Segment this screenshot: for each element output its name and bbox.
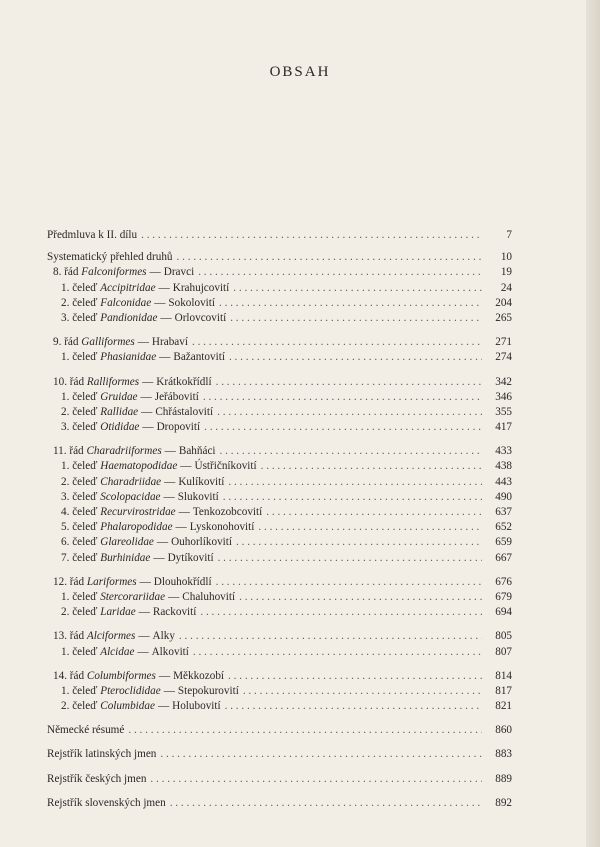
entry-prefix: 3. čeleď [61,311,98,324]
czech-name: Kulíkovití [178,475,225,488]
czech-name: Hrabaví [151,336,188,349]
toc-entry-family[interactable] [47,391,512,406]
entry-prefix: 10. řád [53,375,85,388]
toc-entry-order[interactable] [47,266,512,281]
toc-entry[interactable] [47,773,512,788]
czech-name: Orlovcovití [174,311,227,324]
latin-name: Laridae [100,606,136,619]
page-number: 860 [495,724,512,737]
dot-leader [229,351,482,363]
toc-entry[interactable] [47,229,512,244]
dot-leader [203,391,482,403]
toc-entry-family[interactable] [47,460,512,475]
dash: — [157,700,170,713]
dash: — [164,445,176,458]
dash: — [163,490,175,503]
dash: — [137,645,149,658]
czech-name: Chřástalovití [155,405,214,418]
dot-leader [218,552,482,564]
toc-entry-family[interactable] [47,606,512,621]
dot-leader [225,700,482,712]
page-number: 204 [495,296,512,309]
page-number: 24 [500,281,512,294]
entry-prefix: 3. čeleď [61,490,98,503]
dash: — [160,311,172,324]
page-number: 883 [495,748,512,761]
latin-name: Columbidae [100,700,155,713]
czech-name: Slukovití [177,490,219,503]
dot-leader [198,266,482,278]
dash: — [159,351,171,364]
entry-prefix: 1. čeleď [61,351,98,364]
toc-entry-family[interactable] [47,421,512,436]
dot-leader [239,591,482,603]
dot-leader [258,521,482,533]
page-number: 652 [495,521,512,534]
toc-entry-order[interactable] [47,670,512,685]
entry-prefix: 14. řád [53,669,85,682]
czech-name: Ústřičníkovití [194,460,257,473]
dot-leader [193,646,482,658]
page-number: 19 [500,266,512,279]
entry-prefix: 1. čeleď [61,645,98,658]
dash: — [158,669,171,682]
dot-leader [216,376,482,388]
dot-leader [233,282,482,294]
latin-name: Alciformes [86,630,136,643]
toc-entry-family[interactable] [47,351,512,366]
entry-prefix: 1. čeleď [61,281,98,294]
entry-label: Předmluva k II. dílu [47,229,138,241]
toc-entry-family[interactable] [47,646,512,661]
dash: — [158,281,170,294]
latin-name: Rallidae [100,405,139,418]
dot-leader [236,536,482,548]
entry-prefix: 5. čeleď [61,521,98,534]
page-number: 659 [495,536,512,549]
dot-leader [141,229,482,241]
dash: — [154,296,166,309]
czech-name: Lyskonohovití [189,521,255,534]
dash: — [142,421,154,434]
page-number: 274 [495,351,512,364]
dot-leader [216,576,482,588]
dot-leader [204,421,482,433]
page-number: 7 [506,229,512,241]
page-number: 443 [495,475,512,488]
latin-name: Stercorariidae [100,590,166,603]
czech-name: Krátkokřídlí [156,375,212,388]
dash: — [178,506,190,518]
page-number: 807 [495,645,512,658]
entry-prefix: 2. čeleď [61,606,98,619]
czech-name: Bahňáci [178,445,216,458]
dot-leader [179,630,482,642]
dot-leader [220,445,482,457]
latin-name: Burhinidae [100,551,151,564]
czech-name: Dravci [163,266,195,279]
czech-name: Alkovití [151,645,189,658]
toc-entry-family[interactable] [47,491,512,506]
latin-name: Phasianidae [100,351,157,364]
dash: — [149,266,161,279]
page-number: 892 [495,796,512,809]
toc-entry-order[interactable] [47,336,512,351]
page-number: 694 [495,606,512,619]
dot-leader [219,297,482,309]
czech-name: Krahujcovití [172,281,230,294]
dash: — [180,460,192,473]
dash: — [164,475,176,488]
latin-name: Glareolidae [100,536,154,549]
czech-name: Chaluhovití [182,590,236,603]
latin-name: Alcidae [100,645,135,658]
toc-entry-family[interactable] [47,521,512,536]
toc-entry-family[interactable] [47,406,512,421]
czech-name: Sokolovití [168,296,215,309]
czech-name: Měkkozobí [173,669,225,682]
entry-label: Systematický přehled druhů [47,251,173,264]
czech-name: Stepokurovití [177,684,239,697]
page-title: OBSAH [269,64,331,80]
entry-prefix: 8. řád [53,266,79,279]
entry-prefix: 11. řád [53,445,84,458]
dot-leader [243,685,482,697]
toc-entry-family[interactable] [47,552,512,567]
czech-name: Holubovití [172,700,221,713]
toc-entry-family[interactable] [47,700,512,715]
entry-prefix: 1. čeleď [61,684,98,697]
entry-prefix: 13. řád [53,630,85,643]
page-number: 667 [495,551,512,564]
entry-prefix: 2. čeleď [61,475,98,488]
toc-entry-family[interactable] [47,536,512,551]
page-number: 889 [495,772,512,785]
entry-label: Rejstřík latinských jmen [47,748,157,761]
dash: — [137,336,149,349]
page-number: 271 [495,336,512,349]
toc-entry-family[interactable] [47,476,512,491]
toc-entry[interactable] [47,797,512,812]
entry-prefix: 2. čeleď [61,296,98,309]
page-number: 346 [495,390,512,403]
dot-leader [200,606,482,618]
page-number: 676 [495,575,512,588]
dot-leader [177,251,482,263]
toc-entry-family[interactable] [47,312,512,327]
latin-name: Falconiformes [81,266,147,279]
latin-name: Columbiformes [86,669,156,682]
page-number: 814 [495,669,512,682]
entry-label: Německé résumé [47,724,125,737]
latin-name: Phalaropodidae [100,521,173,534]
dot-leader [128,724,482,736]
dot-leader [261,460,482,472]
page-edge [586,0,600,847]
dash: — [139,575,151,588]
czech-name: Rackovití [152,606,197,619]
latin-name: Lariformes [86,575,137,588]
latin-name: Pteroclididae [100,684,161,697]
latin-name: Charadriiformes [86,445,162,458]
entry-prefix: 9. řád [53,336,79,349]
czech-name: Dropovití [156,421,201,434]
dot-leader [266,506,482,518]
dot-leader [170,797,482,809]
page-number: 637 [495,506,512,518]
entry-prefix: 6. čeleď [61,536,98,549]
latin-name: Recurvirostridae [100,506,176,518]
toc-entry[interactable] [47,251,512,266]
page-number: 805 [495,630,512,643]
dot-leader [217,406,482,418]
latin-name: Ralliformes [86,375,140,388]
entry-prefix: 2. čeleď [61,700,98,713]
dot-leader [223,491,482,503]
dash: — [142,375,154,388]
dash: — [168,590,180,603]
page-number: 265 [495,311,512,324]
entry-prefix: 12. řád [53,575,85,588]
page-number: 10 [500,251,512,264]
toc-entry-order[interactable] [47,630,512,645]
toc-entry-order[interactable] [47,576,512,591]
entry-prefix: 3. čeleď [61,421,98,434]
czech-name: Tenkozobcovití [192,506,263,518]
czech-name: Ouhorlíkovití [171,536,232,549]
toc-entry[interactable] [47,724,512,739]
czech-name: Alky [152,630,175,643]
toc-entry-order[interactable] [47,445,512,460]
dash: — [140,390,152,403]
entry-prefix: 1. čeleď [61,590,98,603]
entry-prefix: 4. čeleď [61,506,98,518]
dash: — [138,606,150,619]
dash: — [153,551,165,564]
dash: — [156,536,169,549]
latin-name: Charadriidae [100,475,162,488]
latin-name: Galliformes [81,336,135,349]
czech-name: Dytíkovití [167,551,214,564]
entry-prefix: 2. čeleď [61,405,98,418]
entry-prefix: 7. čeleď [61,551,98,564]
latin-name: Pandionidae [100,311,158,324]
entry-prefix: 1. čeleď [61,460,98,473]
dot-leader [228,670,482,682]
entry-label: Rejstřík slovenských jmen [47,796,166,809]
entry-prefix: 1. čeleď [61,390,98,403]
table-of-contents [47,229,512,812]
page-number: 821 [495,700,512,713]
toc-entry-family[interactable] [47,591,512,606]
czech-name: Dlouhokřídlí [153,575,212,588]
dash: — [175,521,187,534]
entry-label: Rejstřík českých jmen [47,772,147,785]
page-number: 342 [495,375,512,388]
latin-name: Accipitridae [100,281,156,294]
page-number: 490 [495,490,512,503]
latin-name: Haematopodidae [100,460,178,473]
latin-name: Falconidae [100,296,152,309]
toc-entry-family[interactable] [47,685,512,700]
page-number: 355 [495,405,512,418]
toc-entry-family[interactable] [47,297,512,312]
dash: — [138,630,150,643]
dot-leader [228,476,482,488]
page-number: 438 [495,460,512,473]
toc-entry-order[interactable] [47,376,512,391]
dot-leader [160,748,482,760]
czech-name: Bažantovití [173,351,225,364]
latin-name: Scolopacidae [100,490,161,503]
toc-entry-family[interactable] [47,282,512,297]
czech-name: Jeřábovití [154,390,199,403]
dash: — [163,684,175,697]
latin-name: Gruidae [100,390,138,403]
page-number: 679 [495,590,512,603]
page-number: 417 [495,421,512,434]
dot-leader [150,773,482,785]
latin-name: Otididae [100,421,140,434]
page-number: 433 [495,445,512,458]
dot-leader [192,336,482,348]
page-number: 817 [495,684,512,697]
toc-entry[interactable] [47,748,512,763]
dot-leader [230,312,482,324]
toc-entry-family[interactable] [47,506,512,521]
dash: — [141,405,153,418]
